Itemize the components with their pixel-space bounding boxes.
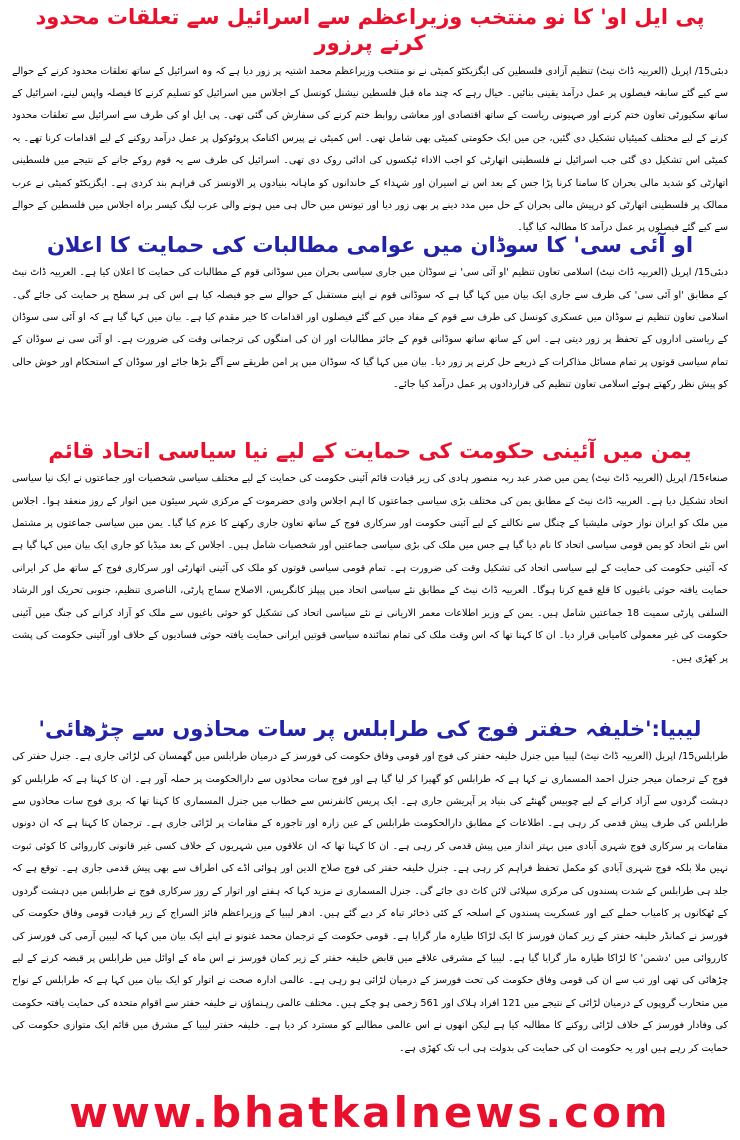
article-libya: [12, 716, 728, 1060]
headline-oic: او آئی سی' کا سوڈان میں عوامی مطالبات کی حمایت کا اعلان: [46, 233, 694, 257]
body-plo: دبئی15/ اپریل (العربیہ ڈاٹ نیٹ) تنظیم آزادی فلسطین کی ایگزیکٹو کمیٹی نے نو منتخب وزیراعظم محمد اشتیہ پر زور دیا ہے کہ وہ اسرائیل کے ساتھ تعلقات محدود کرنے کے حوالے سے کیے گئے سابقہ فیصلوں پر عمل درآمد یقینی بنائیں۔ خیال رہے کہ چند ماہ قبل فلسطین نیشنل کونسل کے اجلاس میں اسرائیل کو تسلیم کرنے کا فیصلہ واپس لینے، اسرائیل کے ساتھ سکیورٹی تعاون ختم کرنے اور صہیونی ریاست کے ساتھ اقتصادی اور معاشی روابط ختم کرنے کی سفارش کی گئی تھی۔ پی ایل او کی طرف سے اسرائیل سے تعلقات محدود کرنے کے لیے مختلف کمیٹیاں تشکیل دی گئیں، جن میں ایک حکومتی کمیٹی بھی شامل تھی۔ اس کمیٹی نے پیرس اکنامک پروٹوکول پر عمل درآمد روکنے کے لیے اقدامات کرنا تھے۔ یہ کمیٹی اس تشکیل دی گئی جب اسرائیل نے فلسطینی اتھارٹی کو اجب الاداء ٹیکسوں کی ادائی روک دی تھی۔ اسرائیل کی طرف سے یہ قوم روکے جانے کے نتیجے میں فلسطینی اتھارٹی کو شدید مالی بحران کا سامنا کرنا پڑا جس کے بعد اس نے اسیران اور شہداء کے خاندانوں کو ماہانہ بنیادوں پر الاونسز کی فراہم بند کردی ہے۔ ایگزیکٹو کمیٹی نے عرب ممالک پر فلسطینی اتھارٹی کو درپیش مالی بحران کے حل میں مدد دینے پر بھی زور دیا اور تیونس میں حال ہی میں ہونے والی عرب لیگ کیسر براہ اجلاس میں فلسطین کے حوالے سے کیے گئے فیصلوں پر عمل درآمد کا مطالبہ کیا گیا۔: [12, 65, 728, 234]
headline-plo: پی ایل او' کا نو منتخب وزیراعظم سے اسرائیل سے تعلقات محدود کرنے پرزور: [35, 5, 705, 56]
article-yemen: [12, 438, 728, 670]
body-libya: طرابلس15/ اپریل (العربیہ ڈاٹ نیٹ) لیبیا میں جنرل خلیفہ حفتر کی فوج اور قومی وفاق حکومت کی فورسز کے درمیان طرابلس میں گھمسان کی لڑائی جاری ہے۔ جنرل حفتر کی فوج کے ترجمان میجر جنرل احمد المسماری نے کہا ہے کہ طرابلس کو گھیرا کر لیا گیا ہے اور فوج سات محاذوں سے دارالحکومت پر حملہ آور ہے۔ ان کا کہنا ہے کہ طرابلس کو دہشت گردوں سے آزاد کرانے کے لیے چوبیس گھنٹے کی بنیاد پر آپریشن جاری ہے۔ ایک پریس کانفرنس سے خطاب میں جنرل المسماری کا کہنا تھا کہ بری فوج سات محاذوں سے طرابلس کی طرف پیش قدمی کر رہی ہے۔ اطلاعات کے مطابق دارالحکومت طرابلس کے عین زارہ اور تاجورہ کے مقامات پر لڑائی جاری ہے۔ ترجمان کا کہنا ہے کہ ان دونوں مقامات پر سرکاری فوج شہری آبادی میں بہتر انداز میں پیش قدمی کر رہی ہے۔ ان کا کہنا تھا کہ ان علاقوں میں شہریوں کے خلاف کسی غیر قانونی کارروائی کا کوئی ثبوت نہیں ملا بلکہ فوج شہری آبادی کو مکمل تحفظ فراہم کر رہی ہے۔ جنرل خلیفہ حفتر کی فوج صلاح الدین اور ہوائی اڈے کی اطراف سے بھی پیش قدمی جاری ہے۔ توقع ہے کہ جلد ہی طرابلس کے شدت پسندوں کی مرکزی سپلائی لائن کاٹ دی جائے گی۔ جنرل المسماری نے مزید کہا کہ ہفتے اور اتوار کے روز سرکاری فوج نے طرابلس میں دہشت گردوں کے ٹھکانوں پر کامیاب حملے کیے اور عسکریت پسندوں کے اسلحہ کے کئی ذخائر تباہ کر دیے گئے ہیں۔ ادھر لیبیا کے وزیراعظم فائز السراج کے زیر قیادت قومی وفاق حکومت کی فورسز نے کمانڈر خلیفہ حفتر کے زیر کمان فورسز کا ایک لڑاکا طیارہ مار گرایا ہے۔ قومی حکومت کے ترجمان محمد غنونو نے اپنے ایک بیان میں کہا کہ لیبین آرمی کی فورسز کی کارروائی میں 'دشمن' کا لڑاکا طیارہ مار گرایا گیا ہے۔ لیبیا کے مشرقی علاقے میں قابض خلیفہ حفتر کے زیر کمان فورسز نے اس ماہ کے اوائل میں طرابلس پر قبضہ کرنے کے لیے چڑھائی کی تھی اور تب سے ان کی قومی وفاق حکومت کی تحت فورسز کے درمیان لڑائی ہو رہی ہے۔ عالمی ادارہ صحت نے اتوار کو ایک بیان میں کہا ہے کہ طرابلس کے نواح میں متحارب گروپوں کے درمیان لڑائی کے نتیجے میں 121 افراد ہلاک اور 561 زخمی ہو چکے ہیں۔ مختلف عالمی رہنماؤں نے خلیفہ حفتر سے اقوام متحدہ کی حمایت یافتہ حکومت کی وفادار فورسز کے خلاف لڑائی روکنے کا مطالبہ کیا ہے لیکن انھوں نے اس عالمی مطالبے کو مسترد کر دیا ہے۔ خلیفہ حفتر لیبیا کے مشرق میں قائم ایک متوازی حکومت کی حمایت کر رہے ہیں اور یہ حکومت ان کی حمایت کی بدولت ہی اب تک کھڑی ہے۔: [12, 751, 728, 1054]
article-plo: [12, 4, 728, 240]
site-url[interactable]: www.bhatkalnews.com: [69, 1088, 671, 1137]
headline-yemen: یمن میں آئینی حکومت کی حمایت کے لیے نیا سیاسی اتحاد قائم: [48, 439, 692, 463]
body-yemen: صنعاء15/ اپریل (العربیہ ڈاٹ نیٹ) یمن میں صدر عبد ربہ منصور ہادی کی زیر قیادت قائم آئینی حکومت کی حمایت کے لیے مختلف سیاسی شخصیات اور جماعتوں نے ایک نیا سیاسی اتحاد تشکیل دیا ہے۔ العربیہ ڈاٹ نیٹ کے مطابق یمن کی مختلف بڑی سیاسی جماعتوں کا اہم اجلاس وادی حضرموت کے مرکزی شہر سیئون میں اتوار کے روز منعقد ہوا۔ اجلاس میں ملک کو ایران نواز حوثی ملیشیا کے چنگل سے نکالنے کے لیے آئینی حکومت اور سرکاری فوج کے ساتھ تعاون جاری رکھنے کا عزم کیا گیا۔ یمن میں سیاسی جماعتوں پر مشتمل اس نئے اتحاد کو یمن قومی سیاسی اتحاد کا نام دیا گیا ہے جس میں ملک کی بڑی سیاسی جماعتیں اور شخصیات شامل ہیں۔ اجلاس کے بعد میڈیا کو جاری ایک بیان میں کہا گیا ہے کہ آئینی حکومت کی حمایت کے لیے سیاسی اتحاد کی تشکیل وقت کی ضرورت ہے۔ تمام قومی سیاسی قوتوں کو ملک کی آئینی اتھارٹی اور سرکاری فوج کے ساتھ مل کر ایرانی حمایت یافتہ حوثی باغیوں کا قلع قمع کرنا ہوگا۔ العربیہ ڈاٹ نیٹ کے مطابق نئے سیاسی اتحاد میں پیپلز کانگریس، الاصلاح سماج پارٹی، الناصری تنظیم، جنوبی تحریک اور الرشاد السلفی پارٹی سمیت 18 جماعتیں شامل ہیں۔ یمن کے وزیر اطلاعات معمر الاریانی نے نئے سیاسی اتحاد کی تشکیل کو حوثی باغیوں سے ملک کو آزاد کرانے کی جنگ میں آئینی حکومت کی غیر معمولی کامیابی قرار دیا۔ ان کا کہنا تھا کہ اس وقت ملک کی تمام نمائندہ سیاسی قوتیں ایرانی حمایت یافتہ حوثی فسادیوں کے خلاف اور آئینی حکومت کی پشت پر کھڑی ہیں۔: [12, 473, 728, 664]
headline-libya: لیبیا:'خلیفہ حفتر فوج کی طرابلس پر سات محاذوں سے چڑھائی': [38, 717, 702, 741]
article-oic: [12, 232, 728, 397]
body-oic: دبئی15/ اپریل (العربیہ ڈاٹ نیٹ) اسلامی تعاون تنظیم 'او آئی سی' نے سوڈان میں جاری سیاسی بحران میں سوڈانی قوم کے مطالبات کی حمایت کا اعلان کیا ہے۔ العربیہ ڈاٹ نیٹ کے مطابق 'او آئی سی' کی طرف سے جاری ایک بیان میں کہا گیا ہے کہ سوڈانی قوم نے اپنے مستقبل کے حوالے سے جو فیصلہ کیا ہے اس کی ہر سطح پر حمایت کی جائے گی۔ اسلامی تعاون تنظیم نے سوڈان میں عسکری کونسل کی طرف سے قوم کے مفاد میں کیے گئے فیصلوں اور اقدامات کا خیر مقدم کیا ہے۔ بیان میں کہا گیا ہے کہ او آئی سی سوڈان کے ریاستی اداروں کے تحفظ پر زور دیتی ہے۔ اس کے ساتھ ساتھ سوڈانی قوم کے جائز مطالبات اور ان کی امنگوں کی ترجمانی وقت کی ضرورت ہے۔ او آئی سی نے سوڈان کے تمام سیاسی قوتوں پر تمام مسائل مذاکرات کے ذریعے حل کرنے پر زور دیا۔ بیان میں کہا گیا کہ سوڈان میں پر امن طریقے سے آگے بڑھا جائے اور سوڈان کے استحکام اور خوش حالی کو پیش نظر رکھتے ہوئے اسلامی تعاون تنظیم کی قراردادوں پر عمل درآمد کیا جائے۔: [12, 267, 728, 391]
